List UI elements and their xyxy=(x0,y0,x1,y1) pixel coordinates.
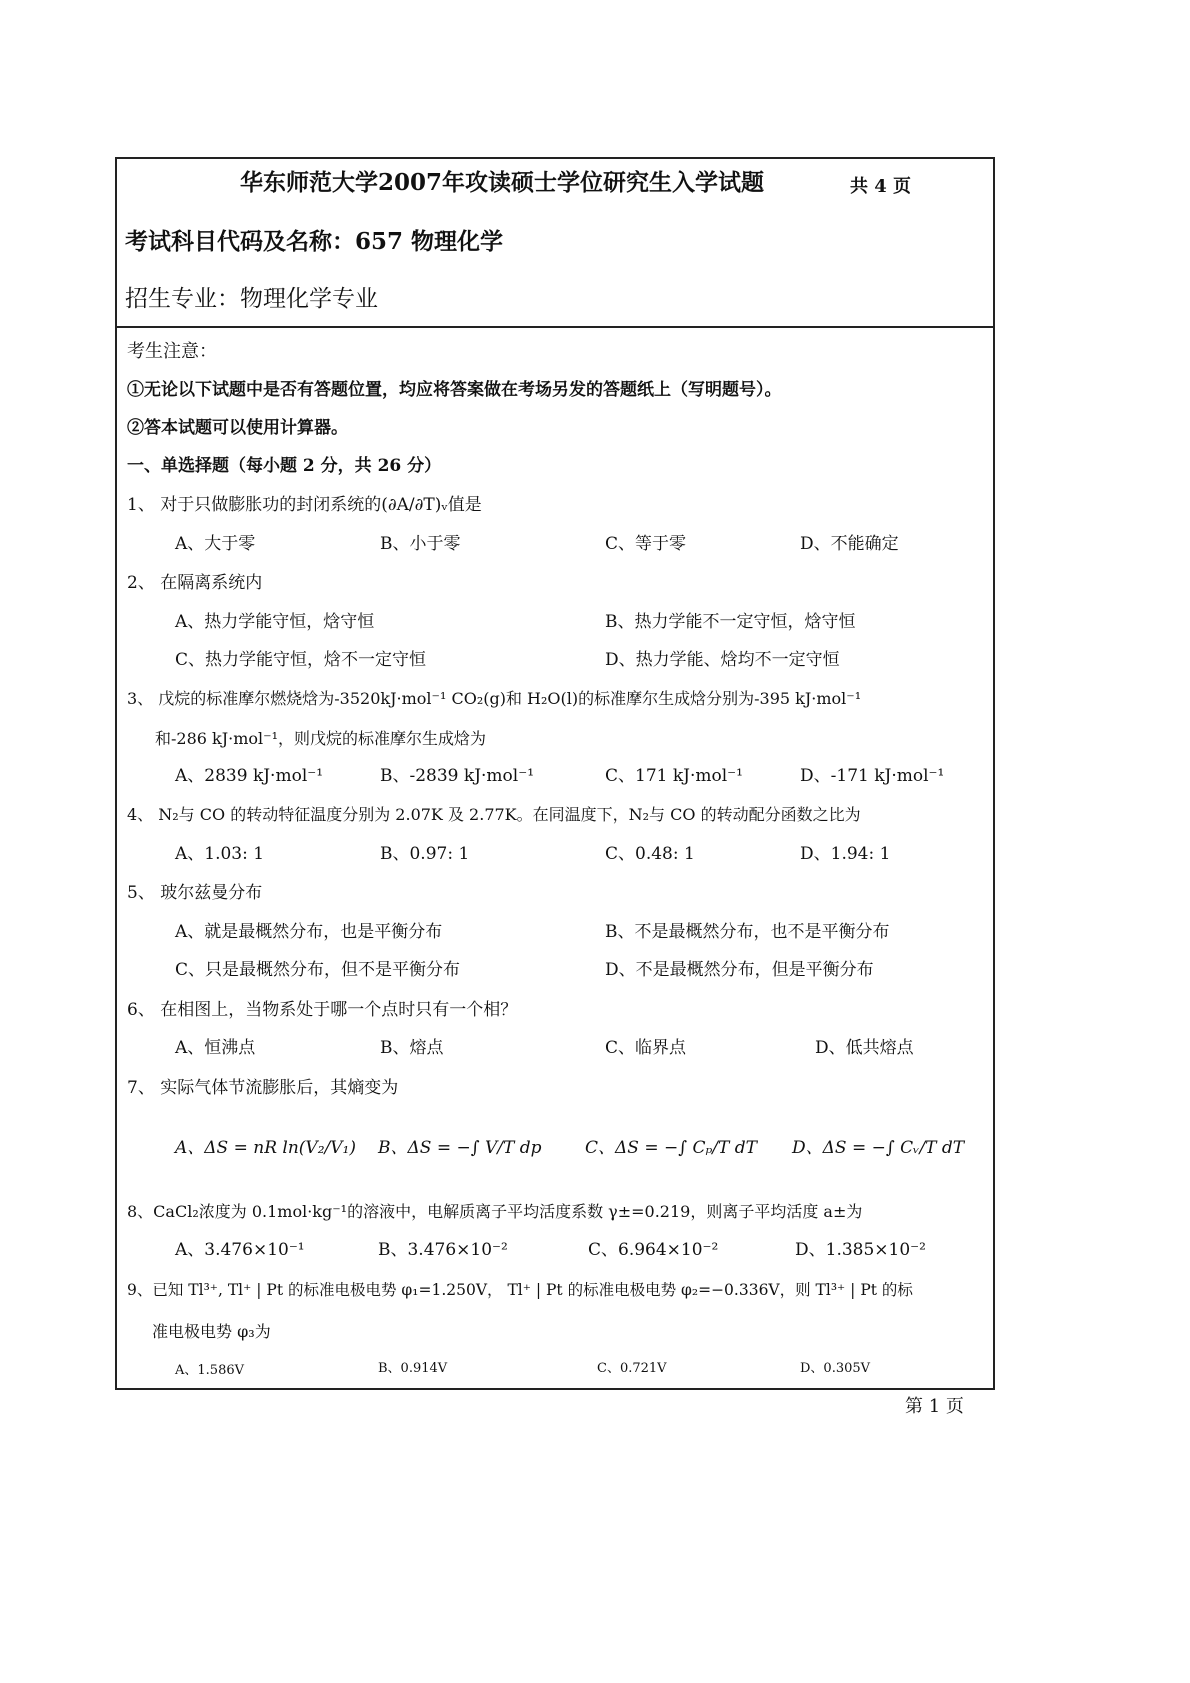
option: D、不是最概然分布，但是平衡分布 xyxy=(605,960,874,980)
question-7: 7、 实际气体节流膨胀后，其熵变为 xyxy=(127,1078,399,1098)
exam-title: 华东师范大学2007年攻读硕士学位研究生入学试题 xyxy=(240,169,765,196)
option: B、3.476×10⁻² xyxy=(378,1240,508,1260)
option: D、0.305V xyxy=(800,1361,871,1376)
notice-heading: 考生注意： xyxy=(127,341,217,362)
option: A、2839 kJ·mol⁻¹ xyxy=(175,766,324,786)
option: C、171 kJ·mol⁻¹ xyxy=(605,766,743,786)
formula-option: C、ΔS = −∫ Cₚ/T dT xyxy=(585,1138,757,1158)
question-8: 8、CaCl₂浓度为 0.1mol·kg⁻¹的溶液中，电解质离子平均活度系数 γ±=0.219，则离子平均活度 a±为 xyxy=(127,1202,863,1221)
question-3-cont: 和-286 kJ·mol⁻¹，则戊烷的标准摩尔生成焓为 xyxy=(155,729,487,748)
option: C、热力学能守恒，焓不一定守恒 xyxy=(175,650,427,670)
major-line: 招生专业：物理化学专业 xyxy=(125,286,378,312)
option: A、大于零 xyxy=(175,534,256,554)
option: C、等于零 xyxy=(605,534,687,554)
option: D、低共熔点 xyxy=(815,1038,914,1058)
option: C、0.721V xyxy=(597,1361,667,1376)
option: B、热力学能不一定守恒，焓守恒 xyxy=(605,612,856,632)
option: A、热力学能守恒，焓守恒 xyxy=(175,612,375,632)
option: A、1.586V xyxy=(175,1363,244,1378)
question-9: 9、已知 Tl³⁺, Tl⁺ | Pt 的标准电极电势 φ₁=1.250V， Tl⁺ | Pt 的标准电极电势 φ₂=−0.336V，则 Tl³⁺ | Pt 的标 xyxy=(127,1281,913,1299)
option: C、只是最概然分布，但不是平衡分布 xyxy=(175,960,461,980)
question-9-cont: 准电极电势 φ₃为 xyxy=(152,1322,271,1341)
option: B、小于零 xyxy=(380,534,461,554)
notice-item-1: ①无论以下试题中是否有答题位置，均应将答案做在考场另发的答题纸上（写明题号）。 xyxy=(127,380,782,400)
formula-option: D、ΔS = −∫ Cᵥ/T dT xyxy=(792,1138,965,1158)
option: A、恒沸点 xyxy=(175,1038,256,1058)
question-3: 3、 戊烷的标准摩尔燃烧焓为-3520kJ·mol⁻¹ CO₂(g)和 H₂O(l)的标准摩尔生成焓分别为-395 kJ·mol⁻¹ xyxy=(127,689,862,708)
option: D、热力学能、焓均不一定守恒 xyxy=(605,650,840,670)
option: A、就是最概然分布，也是平衡分布 xyxy=(175,922,443,942)
option: D、-171 kJ·mol⁻¹ xyxy=(800,766,945,786)
option: B、0.914V xyxy=(378,1361,448,1376)
question-2: 2、 在隔离系统内 xyxy=(127,573,263,593)
question-5: 5、 玻尔兹曼分布 xyxy=(127,883,263,903)
question-1: 1、 对于只做膨胀功的封闭系统的(∂A/∂T)ᵥ值是 xyxy=(127,495,482,515)
option: D、不能确定 xyxy=(800,534,899,554)
option: C、临界点 xyxy=(605,1038,687,1058)
option: B、不是最概然分布，也不是平衡分布 xyxy=(605,922,890,942)
question-4: 4、 N₂与 CO 的转动特征温度分别为 2.07K 及 2.77K。在同温度下，N₂与 CO 的转动配分函数之比为 xyxy=(127,805,861,824)
option: B、熔点 xyxy=(380,1038,444,1058)
header-divider xyxy=(115,326,995,328)
option: D、1.385×10⁻² xyxy=(795,1240,926,1260)
page-number: 第 1 页 xyxy=(905,1396,964,1417)
page-count: 共 4 页 xyxy=(850,176,912,197)
option: B、0.97: 1 xyxy=(380,844,470,864)
option: B、-2839 kJ·mol⁻¹ xyxy=(380,766,535,786)
option: A、3.476×10⁻¹ xyxy=(175,1240,305,1260)
notice-item-2: ②答本试题可以使用计算器。 xyxy=(127,418,348,438)
option: C、0.48: 1 xyxy=(605,844,695,864)
option: C、6.964×10⁻² xyxy=(588,1240,719,1260)
option: D、1.94: 1 xyxy=(800,844,891,864)
option: A、1.03: 1 xyxy=(175,844,265,864)
section-heading: 一、单选择题（每小题 2 分，共 26 分） xyxy=(127,456,442,476)
formula-option: B、ΔS = −∫ V/T dp xyxy=(378,1138,542,1158)
formula-option: A、ΔS = nR ln(V₂/V₁) xyxy=(175,1138,356,1158)
question-6: 6、 在相图上，当物系处于哪一个点时只有一个相？ xyxy=(127,1000,518,1020)
subject-line: 考试科目代码及名称：657 物理化学 xyxy=(125,228,504,255)
